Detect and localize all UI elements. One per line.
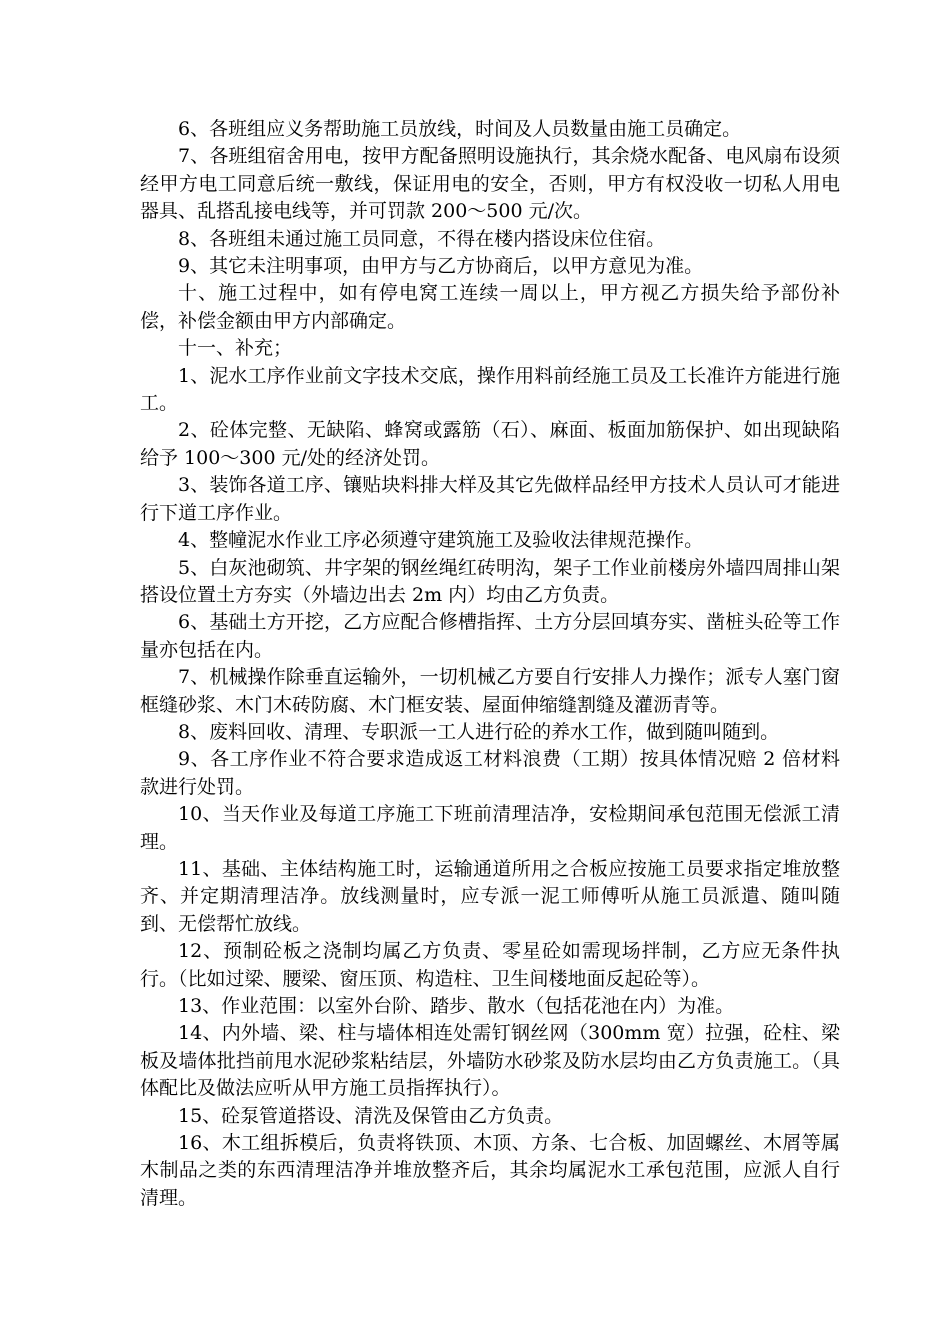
- paragraph-8-no-lodging: 8、各班组未通过施工员同意，不得在楼内搭设床位住宿。: [178, 227, 666, 250]
- supplement-item-9: 9、各工序作业不符合要求造成返工材料浪费（工期）按具体情况赔 2 倍材料款进行处罚。: [140, 748, 840, 798]
- paragraph-6-setting-out: 6、各班组应义务帮助施工员放线，时间及人员数量由施工员确定。: [178, 118, 742, 140]
- supplement-item-5: 5、白灰池砌筑、井字架的钢丝绳红砖明沟，架子工作业前楼房外墙四周排山架搭设位置土方夯实（外墙边出去 2m 内）均由乙方负责。: [140, 556, 840, 606]
- supplement-item-8: 8、废料回收、清理、专职派一工人进行砼的养水工作，做到随叫随到。: [178, 720, 780, 743]
- supplement-item-16: 16、木工组拆模后，负责将铁顶、木顶、方条、七合板、加固螺丝、木屑等属木制品之类的东西清理洁净并堆放整齐后，其余均属泥水工承包范围，应派人自行清理。: [140, 1132, 840, 1209]
- section-10-idle-compensation: 十、施工过程中，如有停电窝工连续一周以上，甲方视乙方损失给予部份补偿，补偿金额由甲方内部确定。: [140, 282, 840, 332]
- supplement-item-11: 11、基础、主体结构施工时，运输通道所用之合板应按施工员要求指定堆放整齐、并定期清理洁净。放线测量时，应专派一泥工师傅听从施工员派遣、随叫随到、无偿帮忙放线。: [140, 857, 840, 935]
- section-11-heading: 十一、补充；: [178, 337, 293, 360]
- supplement-item-14: 14、内外墙、梁、柱与墙体相连处需钉钢丝网（300mm 宽）拉强，砼柱、梁板及墙体批挡前甩水泥砂浆粘结层，外墙防水砂浆及防水层均由乙方负责施工。（具体配比及做法应听从甲方施工员指挥执行）。: [140, 1022, 840, 1100]
- supplement-item-3: 3、装饰各道工序、镶贴块料排大样及其它先做样品经甲方技术人员认可才能进行下道工序作业。: [140, 474, 840, 524]
- supplement-item-13: 13、作业范围：以室外台阶、踏步、散水（包括花池在内）为准。: [178, 995, 735, 1017]
- supplement-item-10: 10、当天作业及每道工序施工下班前清理洁净，安检期间承包范围无偿派工清理。: [140, 803, 840, 853]
- supplement-item-4: 4、整幢泥水作业工序必须遵守建筑施工及验收法律规范操作。: [178, 529, 704, 552]
- paragraph-7-electricity: 7、各班组宿舍用电，按甲方配备照明设施执行，其余烧水配备、电风扇布设须经甲方电工同意后统一敷线，保证用电的安全，否则，甲方有权没收一切私人用电器具、乱搭乱接电线等，并可罚款 200～500 元/次。: [140, 145, 840, 223]
- document-body: [140, 116, 840, 1212]
- supplement-item-7: 7、机械操作除垂直运输外，一切机械乙方要自行安排人力操作；派专人塞门窗框缝砂浆、木门木砖防腐、木门框安装、屋面伸缩缝割缝及灌沥青等。: [140, 666, 840, 716]
- supplement-item-1: 1、泥水工序作业前文字技术交底，操作用料前经施工员及工长准许方能进行施工。: [140, 364, 840, 415]
- supplement-item-12: 12、预制砼板之浇制均属乙方负责、零星砼如需现场拌制，乙方应无条件执行。（比如过梁、腰梁、窗压顶、构造柱、卫生间楼地面反起砼等）。: [140, 940, 840, 990]
- supplement-item-15: 15、砼泵管道搭设、清洗及保管由乙方负责。: [178, 1104, 564, 1127]
- paragraph-9-other-matters: 9、其它未注明事项，由甲方与乙方协商后，以甲方意见为准。: [178, 255, 704, 278]
- supplement-item-6: 6、基础土方开挖，乙方应配合修槽指挥、土方分层回填夯实、凿桩头砼等工作量亦包括在内。: [140, 611, 840, 661]
- supplement-item-2: 2、砼体完整、无缺陷、蜂窝或露筋（石）、麻面、板面加筋保护、如出现缺陷给予 100～300 元/处的经济处罚。: [140, 419, 840, 469]
